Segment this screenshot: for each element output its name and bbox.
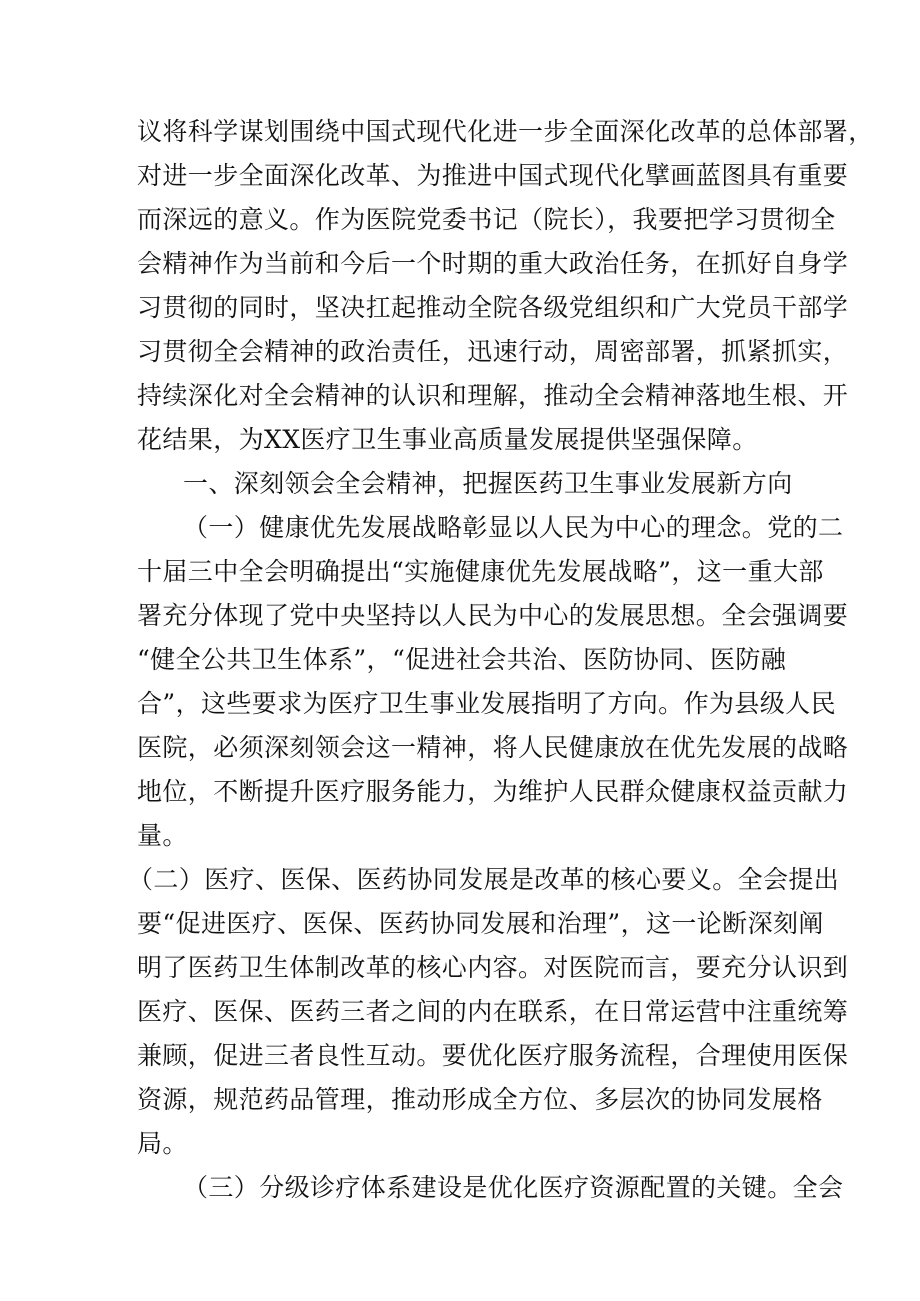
subsection-heading-line: （二）医疗、医保、医药协同发展是改革的核心要义。全会提出	[128, 865, 840, 894]
body-text-line: 十届三中全会明确提出“实施健康优先发展战略”，这一重大部	[137, 557, 824, 586]
body-text-line: 量。	[137, 821, 188, 850]
body-text-line: 资源，规范药品管理，推动形成全方位、多层次的协同发展格	[137, 1085, 823, 1114]
body-text-line: 要“促进医疗、医保、医药协同发展和治理”，这一论断深刻阐	[137, 909, 824, 938]
subsection-heading-line: （三）分级诊疗体系建设是优化医疗资源配置的关键。全会	[183, 1173, 844, 1202]
body-text-line: 明了医药卫生体制改革的核心内容。对医院而言，要充分认识到	[137, 953, 849, 982]
body-text-line: 习贯彻的同时，坚决扛起推动全院各级党组织和广大党员干部学	[137, 293, 849, 322]
body-text-line: 对进一步全面深化改革、为推进中国式现代化擘画蓝图具有重要	[137, 161, 849, 190]
body-text-line: 持续深化对全会精神的认识和理解，推动全会精神落地生根、开	[137, 381, 849, 410]
body-text-line: 合”，这些要求为医疗卫生事业发展指明了方向。作为县级人民	[137, 689, 836, 718]
body-text-line: 局。	[137, 1129, 188, 1158]
body-text-line: 花结果，为XX医疗卫生事业高质量发展提供坚强保障。	[137, 425, 758, 454]
body-text-line: 兼顾，促进三者良性互动。要优化医疗服务流程，合理使用医保	[137, 1041, 849, 1070]
body-text-line: 会精神作为当前和今后一个时期的重大政治任务，在抓好自身学	[137, 249, 849, 278]
body-text-line: 而深远的意义。作为医院党委书记（院长），我要把学习贯彻全	[137, 205, 836, 234]
body-text-line: 医院，必须深刻领会这一精神，将人民健康放在优先发展的战略	[137, 733, 849, 762]
body-text-line: 医疗、医保、医药三者之间的内在联系，在日常运营中注重统筹	[137, 997, 849, 1026]
body-text-line: 议将科学谋划围绕中国式现代化进一步全面深化改革的总体部署，	[137, 117, 874, 146]
body-text-line: “健全公共卫生体系”，“促进社会共治、医防协同、医防融	[137, 645, 787, 674]
subsection-heading-line: （一）健康优先发展战略彰显以人民为中心的理念。党的二	[183, 513, 844, 542]
body-text-line: 署充分体现了党中央坚持以人民为中心的发展思想。全会强调要	[137, 601, 849, 630]
body-text-line: 地位，不断提升医疗服务能力，为维护人民群众健康权益贡献力	[137, 777, 849, 806]
body-text-line: 习贯彻全会精神的政治责任，迅速行动，周密部署，抓紧抓实，	[137, 337, 849, 366]
section-heading: 一、深刻领会全会精神，把握医药卫生事业发展新方向	[183, 469, 793, 498]
